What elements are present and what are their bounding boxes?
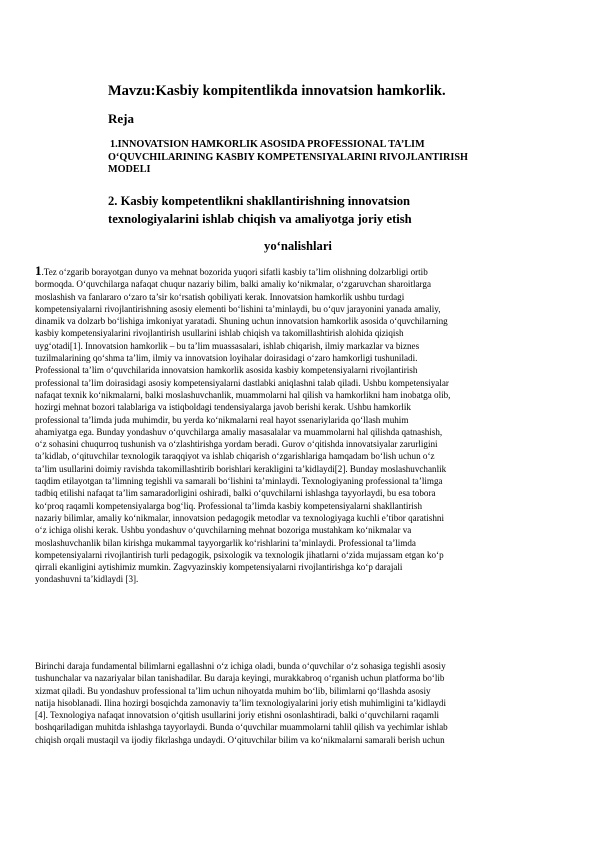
paragraph-line: kompetensiyalarni rivojlantirishning asosiy elementi bo‘lishini ta’minlaydi, bu o‘quv jarayonini yanada amaliy, [35,303,441,314]
paragraph-line: nafaqat texnik ko‘nikmalarni, balki moslashuvchanlik, muammolarni hal qilish va hamkorlikni ham inobatga olib, [35,389,451,400]
paragraph-line: o‘z ichiga olishi kerak. Ushbu yondashuv o‘quvchilarning mehnat bozoriga mustahkam ko‘nikmalar va [35,525,412,536]
paragraph-line: nazariy bilimlar, amaliy ko‘nikmalar, innovatsion pedagogik metodlar va texnologiyaga kuchli e’tibor qaratishni [35,512,444,523]
paragraph-line: uyg‘otadi[1]. Innovatsion hamkorlik – bu ta’lim muassasalari, ishlab chiqarish, ilmiy markazlar va biznes [35,340,420,351]
paragraph-line: moslashish va fanlararo o‘zaro ta’sir ko‘rsatish qobiliyati kerak. Innovatsion hamkorlik ushbu turdagi [35,291,405,302]
document-title: Mavzu:Kasbiy kompitentlikda innovatsion hamkorlik. [108,83,446,99]
plan-item-2-line-3: yo‘nalishlari [264,239,332,253]
paragraph-line: Professional ta’lim o‘quvchilarida innovatsion hamkorlik asosida kasbiy kompetensiyalarni rivojlantirish [35,365,418,376]
paragraph-line: tadbiq etilishi nafaqat ta’lim samaradorligini oshiradi, balki o‘quvchilarni ishlashga tayyorlaydi, bu esa tobora [35,488,436,499]
paragraph-line: tushunchalar va nazariyalar bilan tanishadilar. Bu daraja keyingi, murakkabroq o‘rganish uchun platforma bo‘lib [35,673,445,684]
paragraph-line: ko‘proq raqamli kompetensiyalarga bog‘liq. Professional ta’limda kasbiy kompetensiyalarni shakllantirish [35,500,422,511]
paragraph-line: dinamik va dolzarb bo‘lishiga imkoniyat yaratadi. Shuning uchun innovatsion hamkorlik asosida o‘quvchilarning [35,316,448,327]
paragraph-line: professional ta’limda juda muhimdir, bu yerda ko‘nikmalarni real hayot ssenariylarida qo‘llash muhim [35,414,409,425]
plan-item-1-line-3: MODELI [108,164,151,175]
paragraph-number: 1 [35,263,42,278]
paragraph-line: tuzilmalarining qo‘shma ta’lim, ilmiy va innovatsion loyihalar doirasidagi o‘zaro hamkorligi tushuniladi. [35,353,418,364]
paragraph-line: 1.Tez o‘zgarib borayotgan dunyo va mehnat bozorida yuqori sifatli kasbiy ta’lim olishning dolzarbligi ortib [35,263,428,278]
paragraph-line: chiqish orqali mustaqil va ijodiy fikrlashga undaydi. O‘qituvchilar bilim va ko‘nikmalarni samarali berish uchun [35,734,445,745]
plan-item-1-line-1: 1.INNOVATSION HAMKORLIK ASOSIDA PROFESSIONAL TA’LIM [110,139,425,150]
body-paragraph-2 [35,660,563,746]
paragraph-line: professional ta’lim doirasidagi asosiy kompetensiyalarni dastlabki aniqlashni talab qiladi. Ushbu kompetensiyalar [35,377,449,388]
paragraph-line: qirrali ekanligini aytishimiz mumkin. Zagvyazinskiy kompetensiyalarni rivojlantirishga ko‘p darajali [35,562,403,573]
paragraph-line: [4]. Texnologiya nafaqat innovatsion o‘qitish usullarini joriy etishni osonlashtiradi, balki o‘quvchilarni raqamli [35,710,440,721]
body-paragraph-1 [35,265,563,586]
plan-item-2-line-1: 2. Kasbiy kompetentlikni shakllantirishning innovatsion [108,194,410,208]
plan-item-1-line-2: O‘QUVCHILARINING KASBIY KOMPETENSIYALARINI RIVOJLANTIRISH [108,151,468,163]
paragraph-line: ahamiyatga ega. Bunday yondashuv o‘quvchilarga amaliy masasalalar va muammolarni hal qilishda qatnashish, [35,426,443,437]
plan-heading: Reja [108,111,134,126]
paragraph-line: kompetensiyalarni rivojlantirish turli pedagogik, psixologik va texnologik jihatlarni o‘zida mujassam etgan ko‘p [35,549,444,560]
paragraph-line: ta’lim usullarini doimiy ravishda takomillashtirib borishlari kerakligini ta’kidlaydi[2]. Bunday moslashuvchanlik [35,463,447,474]
paragraph-line: yondashuvni ta’kidlaydi [3]. [35,574,139,585]
paragraph-line: natija hisoblanadi. Ilina hozirgi bosqichda zamonaviy ta’lim texnologiyalarini joriy etish muhimligini ta’kidlaydi [35,697,446,708]
paragraph-line: hozirgi mehnat bozori talablariga va istiqboldagi tendensiyalarga javob berishi kerak. Ushbu hamkorlik [35,402,411,413]
paragraph-line: ta’kidlab, o‘qituvchilar texnologik taraqqiyot va ishlab chiqarish o‘zgarishlariga hamqadam bo‘lish uchun o‘z [35,451,435,462]
paragraph-line: bormoqda. O‘quvchilarga nafaqat chuqur nazariy bilim, balki amaliy ko‘nikmalar, o‘zgaruvchan sharoitlarga [35,279,431,290]
plan-item-2-line-2: texnologiyalarini ishlab chiqish va amaliyotga joriy etish [108,212,412,226]
plan-item-2 [108,192,508,228]
paragraph-line: o‘z sohasini chuqurroq tushunish va o‘zlashtirishga yordam beradi. Gurov o‘qitishda innovatsiyalar zarurligini [35,439,438,450]
plan-item-1 [108,139,528,177]
paragraph-line: boshqariladigan muhitda ishlashga tayyorlaydi. Bunda o‘quvchilar muammolarni tahlil qilish va yechimlar ishlab [35,722,448,733]
paragraph-line: kasbiy kompetensiyalarini rivojlantirish usullarini ishlab chiqish va takomillashtirish alohida qiziqish [35,328,404,339]
paragraph-line: xizmat qiladi. Bu yondashuv professional ta’lim uchun nihoyatda muhim bo‘lib, bilimlarni qo‘llashda asosiy [35,685,431,696]
paragraph-line: Birinchi daraja fundamental bilimlarni egallashni o‘z ichiga oladi, bunda o‘quvchilar o‘z sohasiga tegishli asosiy [35,661,446,671]
paragraph-line: taqdim etilayotgan ta’limning tegishli va samarali bo‘lishini ta’minlaydi. Texnologiyaning professional ta’limga [35,476,443,487]
paragraph-line: moslashuvchanlik bilan kirishga mukammal tayyorgarlik ko‘rishlarini ta’minlaydi. Professional ta’limda [35,537,416,548]
